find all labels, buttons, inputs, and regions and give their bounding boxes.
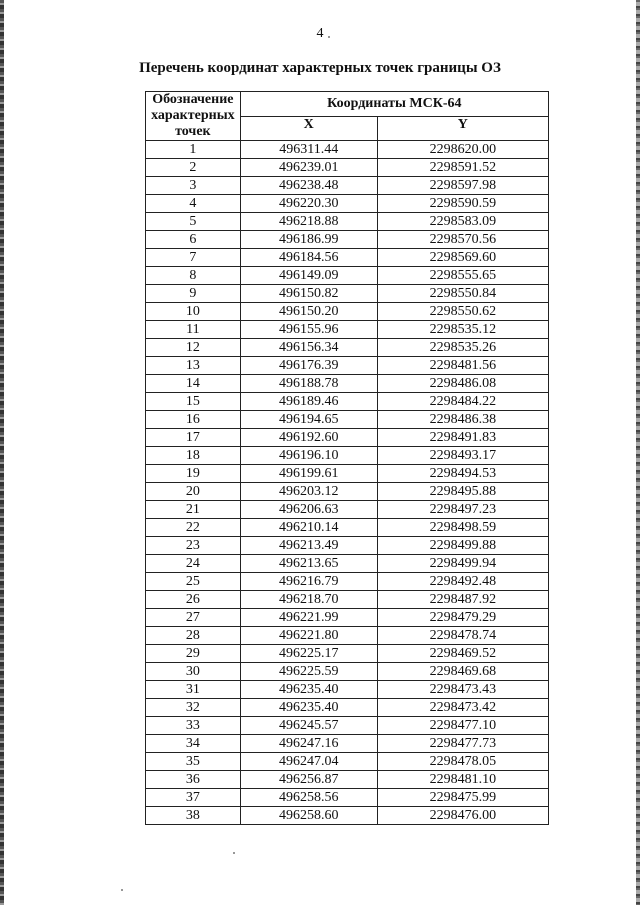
y-coordinate-cell: 2298478.05: [377, 753, 548, 771]
point-number-cell: 1: [146, 141, 241, 159]
table-row: [146, 519, 549, 537]
table-row: [146, 465, 549, 483]
point-number-cell: 17: [146, 429, 241, 447]
x-coordinate-cell: 496256.87: [240, 771, 377, 789]
point-number-cell: 36: [146, 771, 241, 789]
table-row: [146, 663, 549, 681]
x-coordinate-cell: 496199.61: [240, 465, 377, 483]
x-coordinate-cell: 496238.48: [240, 177, 377, 195]
x-coordinate-cell: 496247.16: [240, 735, 377, 753]
y-coordinate-cell: 2298499.88: [377, 537, 548, 555]
point-number-cell: 33: [146, 717, 241, 735]
x-coordinate-cell: 496247.04: [240, 753, 377, 771]
table-row: [146, 555, 549, 573]
table-row: [146, 807, 549, 825]
point-number-cell: 24: [146, 555, 241, 573]
table-row: [146, 267, 549, 285]
x-coordinate-cell: 496225.59: [240, 663, 377, 681]
y-coordinate-cell: 2298477.73: [377, 735, 548, 753]
table-row: [146, 537, 549, 555]
point-number-cell: 16: [146, 411, 241, 429]
table-row: [146, 609, 549, 627]
y-coordinate-cell: 2298481.56: [377, 357, 548, 375]
point-number-cell: 4: [146, 195, 241, 213]
point-number-cell: 18: [146, 447, 241, 465]
point-number-cell: 27: [146, 609, 241, 627]
header-y: Y: [377, 116, 548, 141]
y-coordinate-cell: 2298491.83: [377, 429, 548, 447]
y-coordinate-cell: 2298535.26: [377, 339, 548, 357]
table-row: [146, 789, 549, 807]
header-coordinates: Координаты МСК-64: [240, 92, 548, 117]
point-number-cell: 25: [146, 573, 241, 591]
y-coordinate-cell: 2298492.48: [377, 573, 548, 591]
table-row: [146, 699, 549, 717]
y-coordinate-cell: 2298535.12: [377, 321, 548, 339]
point-number-cell: 3: [146, 177, 241, 195]
table-row: [146, 213, 549, 231]
point-number-cell: 9: [146, 285, 241, 303]
x-coordinate-cell: 496235.40: [240, 681, 377, 699]
x-coordinate-cell: 496258.56: [240, 789, 377, 807]
y-coordinate-cell: 2298487.92: [377, 591, 548, 609]
y-coordinate-cell: 2298469.68: [377, 663, 548, 681]
table-row: [146, 285, 549, 303]
point-number-cell: 14: [146, 375, 241, 393]
point-number-cell: 7: [146, 249, 241, 267]
y-coordinate-cell: 2298477.10: [377, 717, 548, 735]
x-coordinate-cell: 496218.70: [240, 591, 377, 609]
x-coordinate-cell: 496258.60: [240, 807, 377, 825]
x-coordinate-cell: 496210.14: [240, 519, 377, 537]
page-number: 4: [316, 26, 324, 41]
y-coordinate-cell: 2298597.98: [377, 177, 548, 195]
table-row: [146, 735, 549, 753]
y-coordinate-cell: 2298569.60: [377, 249, 548, 267]
y-coordinate-cell: 2298583.09: [377, 213, 548, 231]
scan-speck: [328, 36, 330, 38]
table-row: [146, 627, 549, 645]
x-coordinate-cell: 496188.78: [240, 375, 377, 393]
y-coordinate-cell: 2298486.38: [377, 411, 548, 429]
y-coordinate-cell: 2298478.74: [377, 627, 548, 645]
point-number-cell: 32: [146, 699, 241, 717]
y-coordinate-cell: 2298550.84: [377, 285, 548, 303]
x-coordinate-cell: 496189.46: [240, 393, 377, 411]
x-coordinate-cell: 496213.49: [240, 537, 377, 555]
y-coordinate-cell: 2298493.17: [377, 447, 548, 465]
point-number-cell: 23: [146, 537, 241, 555]
table-row: [146, 645, 549, 663]
scan-speck: [233, 852, 235, 854]
x-coordinate-cell: 496221.80: [240, 627, 377, 645]
x-coordinate-cell: 496156.34: [240, 339, 377, 357]
x-coordinate-cell: 496184.56: [240, 249, 377, 267]
table-row: [146, 357, 549, 375]
x-coordinate-cell: 496239.01: [240, 159, 377, 177]
table-row: [146, 159, 549, 177]
point-number-cell: 12: [146, 339, 241, 357]
point-number-cell: 26: [146, 591, 241, 609]
point-number-cell: 29: [146, 645, 241, 663]
point-number-cell: 37: [146, 789, 241, 807]
point-number-cell: 20: [146, 483, 241, 501]
y-coordinate-cell: 2298620.00: [377, 141, 548, 159]
y-coordinate-cell: 2298495.88: [377, 483, 548, 501]
x-coordinate-cell: 496194.65: [240, 411, 377, 429]
y-coordinate-cell: 2298555.65: [377, 267, 548, 285]
x-coordinate-cell: 496235.40: [240, 699, 377, 717]
point-number-cell: 35: [146, 753, 241, 771]
y-coordinate-cell: 2298484.22: [377, 393, 548, 411]
scan-speck: [121, 889, 123, 891]
x-coordinate-cell: 496206.63: [240, 501, 377, 519]
table-row: [146, 681, 549, 699]
table-row: [146, 321, 549, 339]
table-row: [146, 231, 549, 249]
table-row: [146, 429, 549, 447]
table-row: [146, 303, 549, 321]
table-row: [146, 375, 549, 393]
point-number-cell: 28: [146, 627, 241, 645]
y-coordinate-cell: 2298498.59: [377, 519, 548, 537]
table-row: [146, 195, 549, 213]
header-x: X: [240, 116, 377, 141]
table-row: [146, 717, 549, 735]
y-coordinate-cell: 2298499.94: [377, 555, 548, 573]
y-coordinate-cell: 2298550.62: [377, 303, 548, 321]
table-row: [146, 573, 549, 591]
y-coordinate-cell: 2298481.10: [377, 771, 548, 789]
y-coordinate-cell: 2298479.29: [377, 609, 548, 627]
y-coordinate-cell: 2298486.08: [377, 375, 548, 393]
x-coordinate-cell: 496220.30: [240, 195, 377, 213]
x-coordinate-cell: 496196.10: [240, 447, 377, 465]
x-coordinate-cell: 496155.96: [240, 321, 377, 339]
document-title: Перечень координат характерных точек границы ОЗ: [139, 60, 501, 76]
y-coordinate-cell: 2298590.59: [377, 195, 548, 213]
y-coordinate-cell: 2298497.23: [377, 501, 548, 519]
x-coordinate-cell: 496225.17: [240, 645, 377, 663]
coordinates-table: [145, 91, 549, 825]
y-coordinate-cell: 2298475.99: [377, 789, 548, 807]
table-row: [146, 141, 549, 159]
x-coordinate-cell: 496192.60: [240, 429, 377, 447]
x-coordinate-cell: 496150.82: [240, 285, 377, 303]
y-coordinate-cell: 2298476.00: [377, 807, 548, 825]
table-row: [146, 249, 549, 267]
x-coordinate-cell: 496149.09: [240, 267, 377, 285]
y-coordinate-cell: 2298473.42: [377, 699, 548, 717]
point-number-cell: 5: [146, 213, 241, 231]
y-coordinate-cell: 2298570.56: [377, 231, 548, 249]
point-number-cell: 38: [146, 807, 241, 825]
y-coordinate-cell: 2298473.43: [377, 681, 548, 699]
point-number-cell: 6: [146, 231, 241, 249]
point-number-cell: 21: [146, 501, 241, 519]
x-coordinate-cell: 496176.39: [240, 357, 377, 375]
x-coordinate-cell: 496221.99: [240, 609, 377, 627]
coordinates-table-body: [146, 141, 549, 825]
table-row: [146, 753, 549, 771]
point-number-cell: 15: [146, 393, 241, 411]
x-coordinate-cell: 496245.57: [240, 717, 377, 735]
x-coordinate-cell: 496213.65: [240, 555, 377, 573]
y-coordinate-cell: 2298591.52: [377, 159, 548, 177]
table-row: [146, 771, 549, 789]
x-coordinate-cell: 496311.44: [240, 141, 377, 159]
x-coordinate-cell: 496186.99: [240, 231, 377, 249]
y-coordinate-cell: 2298469.52: [377, 645, 548, 663]
table-row: [146, 591, 549, 609]
point-number-cell: 31: [146, 681, 241, 699]
scan-right-edge: [636, 0, 640, 905]
scan-left-edge: [0, 0, 4, 905]
x-coordinate-cell: 496218.88: [240, 213, 377, 231]
table-row: [146, 393, 549, 411]
point-number-cell: 34: [146, 735, 241, 753]
point-number-cell: 2: [146, 159, 241, 177]
point-number-cell: 13: [146, 357, 241, 375]
point-number-cell: 22: [146, 519, 241, 537]
table-row: [146, 411, 549, 429]
point-number-cell: 19: [146, 465, 241, 483]
table-row: [146, 177, 549, 195]
point-number-cell: 11: [146, 321, 241, 339]
point-number-cell: 30: [146, 663, 241, 681]
x-coordinate-cell: 496150.20: [240, 303, 377, 321]
y-coordinate-cell: 2298494.53: [377, 465, 548, 483]
table-row: [146, 483, 549, 501]
point-number-cell: 8: [146, 267, 241, 285]
table-row: [146, 501, 549, 519]
x-coordinate-cell: 496203.12: [240, 483, 377, 501]
header-point-designation: Обозначение характерных точек: [146, 92, 241, 141]
table-row: [146, 447, 549, 465]
x-coordinate-cell: 496216.79: [240, 573, 377, 591]
point-number-cell: 10: [146, 303, 241, 321]
table-row: [146, 339, 549, 357]
